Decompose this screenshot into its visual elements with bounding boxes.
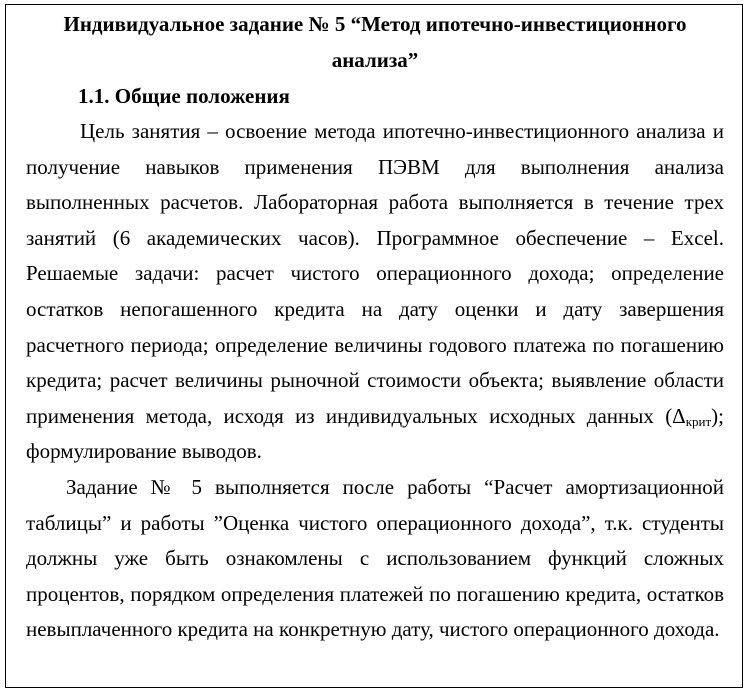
section-heading: 1.1. Общие положения [78,84,290,108]
paragraph-prerequisites: Задание № 5 выполняется после работы “Расчет амортизационной таблицы” и работы ”Оценка чистого операционного дохода”, т.к. студенты должны уже быть ознакомлены с использованием функций сложных процентов, порядком определения платежей по погашению кредита, остатков невыплаченного кредита на конкретную дату, чистого операционного дохода. [26,474,724,642]
document-title: Индивидуальное задание № 5 “Метод ипотечно-инвестиционного анализа” [63,12,687,72]
paragraph-goal-text: Цель занятия – освоение метода ипотечно-инвестиционного анализа и получение навыков применения ПЭВМ для выполнения анализа выполненных расчетов. Лабораторная работа выполняется в течение трех занятий (6 академических часов). Программное обеспечение – Excel. Решаемые задачи: расчет чистого операционного дохода; определение остатков непогашенного кредита на дату оценки и дату завершения расчетного периода; определение величины годового платежа по погашению кредита; расчет величины рыночной стоимости объекта; выявление области применения метода, исходя из индивидуальных исходных данных (Δ [26,119,724,428]
paragraph-goal-end: ); формулирование выводов. [26,403,724,464]
delta-subscript: крит [685,413,712,429]
document-body [26,6,724,648]
paragraph-goal [26,114,724,470]
